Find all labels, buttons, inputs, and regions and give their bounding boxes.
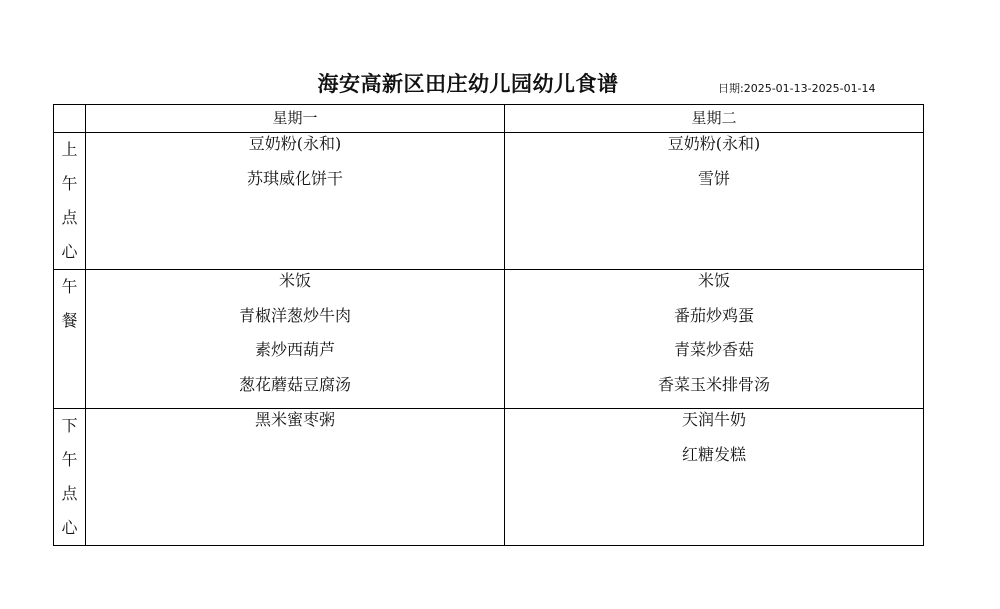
dish-item: 青菜炒香菇 bbox=[673, 340, 754, 359]
dish-item: 天润牛奶 bbox=[681, 410, 746, 429]
menu-cell-monday-lunch bbox=[86, 270, 505, 409]
meal-label-char: 心 bbox=[61, 518, 78, 537]
table-row-lunch bbox=[54, 270, 924, 409]
dish-item: 素炒西葫芦 bbox=[254, 340, 335, 359]
dish-item: 豆奶粉(永和) bbox=[248, 134, 342, 153]
day-header-monday: 星期一 bbox=[86, 105, 505, 133]
meal-label-char: 下 bbox=[61, 416, 78, 435]
day-header-tuesday: 星期二 bbox=[505, 105, 924, 133]
dish-item: 番茄炒鸡蛋 bbox=[673, 305, 754, 325]
meal-label-char: 心 bbox=[61, 242, 78, 261]
menu-cell-monday-morning bbox=[86, 133, 505, 270]
dish-item: 豆奶粉(永和) bbox=[667, 134, 761, 153]
meal-label-lunch bbox=[54, 270, 86, 409]
dish-item: 雪饼 bbox=[697, 168, 730, 188]
meal-label-char: 午 bbox=[61, 174, 78, 193]
dish-item: 米饭 bbox=[697, 271, 730, 290]
menu-cell-monday-afternoon bbox=[86, 409, 505, 546]
corner-cell bbox=[54, 105, 86, 133]
meal-label-afternoon-snack bbox=[54, 409, 86, 546]
dish-item: 青椒洋葱炒牛肉 bbox=[238, 305, 351, 325]
meal-label-char: 点 bbox=[61, 208, 78, 227]
menu-cell-tuesday-lunch bbox=[505, 270, 924, 409]
table-header-row bbox=[54, 105, 924, 133]
dish-item: 红糖发糕 bbox=[681, 444, 746, 464]
dish-item: 香菜玉米排骨汤 bbox=[657, 374, 770, 394]
dish-item: 苏琪威化饼干 bbox=[246, 168, 343, 188]
table-row-afternoon-snack bbox=[54, 409, 924, 546]
dish-item: 米饭 bbox=[278, 271, 311, 290]
meal-label-char: 餐 bbox=[61, 311, 78, 330]
page-title: 海安高新区田庄幼儿园幼儿食谱 bbox=[317, 72, 619, 96]
dish-item: 黑米蜜枣粥 bbox=[254, 410, 335, 429]
meal-label-char: 午 bbox=[61, 450, 78, 469]
table-row-morning-snack bbox=[54, 133, 924, 270]
meal-label-char: 点 bbox=[61, 484, 78, 503]
date-range: 日期:2025-01-13-2025-01-14 bbox=[718, 82, 876, 95]
meal-label-char: 上 bbox=[61, 140, 78, 159]
menu-cell-tuesday-afternoon bbox=[505, 409, 924, 546]
menu-cell-tuesday-morning bbox=[505, 133, 924, 270]
menu-table bbox=[53, 104, 924, 546]
meal-label-morning-snack bbox=[54, 133, 86, 270]
meal-label-char: 午 bbox=[61, 277, 78, 296]
dish-item: 葱花蘑菇豆腐汤 bbox=[238, 374, 351, 394]
